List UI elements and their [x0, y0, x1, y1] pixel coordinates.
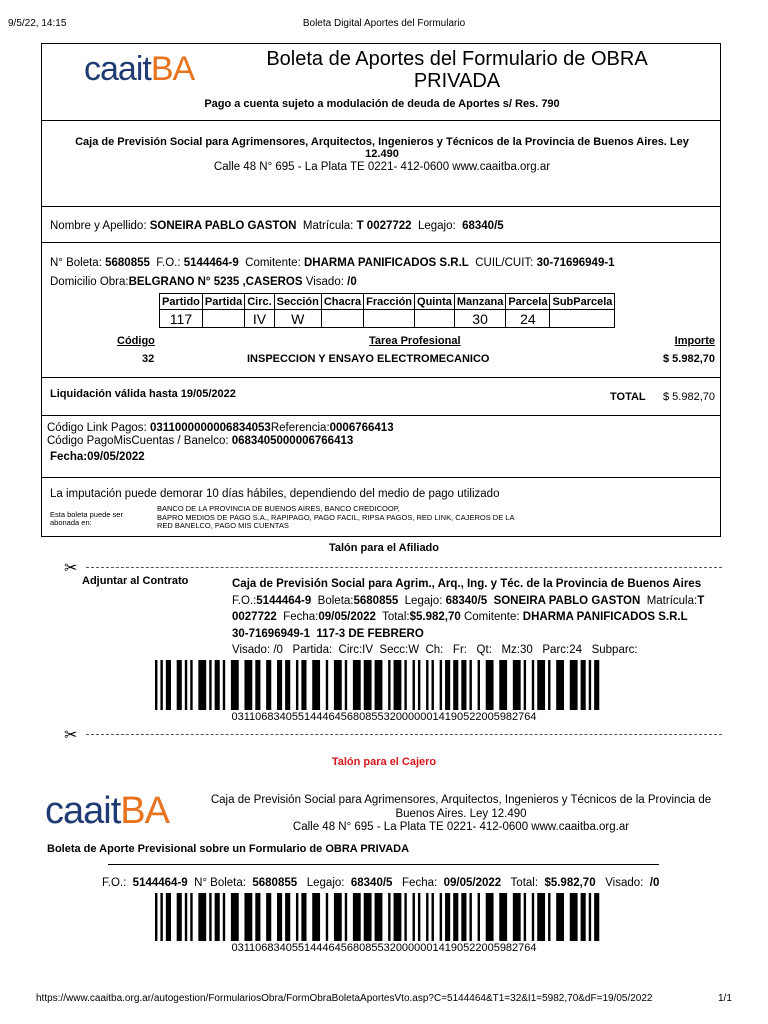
barcode-bar	[266, 660, 271, 710]
parcel-header: Partido	[160, 294, 203, 310]
page-number: 1/1	[718, 993, 732, 1004]
parcel-value	[364, 310, 415, 328]
barcode-bar	[556, 893, 564, 941]
barcode-bar	[589, 893, 591, 941]
parcel-header: Sección	[274, 294, 321, 310]
barcode-bar	[513, 660, 521, 710]
barcode-bar	[375, 660, 383, 710]
barcode-bar	[255, 893, 260, 941]
barcode-bar	[440, 893, 442, 941]
barcode-bar	[244, 660, 252, 710]
barcode-bar	[231, 660, 239, 710]
doc-title: Boleta de Aportes del Formulario de OBRA PRIVADA	[266, 48, 648, 92]
barcode-bar	[334, 660, 342, 710]
barcode-bar	[594, 660, 599, 710]
barcode-bar	[296, 660, 298, 710]
barcode-bar	[375, 893, 383, 941]
barcode-bar	[312, 893, 320, 941]
barcode-bar	[453, 893, 458, 941]
barcode-cajero-number: 03110683405514446456808553200000014190522005982764	[231, 942, 537, 954]
talon-cajero-title: Talón para el Cajero	[331, 756, 437, 768]
barcode-bar	[404, 660, 406, 710]
barcode-bar	[185, 660, 187, 710]
domicilio-line: Domicilio Obra:BELGRANO N° 5235 ,CASEROS Visado: /0	[50, 276, 357, 288]
website-link[interactable]: www.caaitba.org.ar	[452, 161, 551, 173]
payment-codes-section	[41, 415, 721, 478]
barcode-bar	[556, 660, 564, 710]
parcel-value: 117	[160, 310, 203, 328]
cut-line	[86, 734, 722, 735]
barcode-bar	[215, 660, 220, 710]
parcel-header: Parcela	[506, 294, 550, 310]
barcode-bar	[155, 660, 157, 710]
parcel-header: Fracción	[364, 294, 415, 310]
col-codigo: Código	[117, 335, 155, 347]
barcode-bar	[223, 660, 225, 710]
barcode-afiliado	[155, 660, 605, 710]
barcode-bar	[524, 893, 526, 941]
caaitba-logo: caaitBA	[45, 790, 169, 832]
barcode-bar	[432, 893, 434, 941]
parcel-header: Circ.	[245, 294, 274, 310]
barcode-bar	[570, 660, 578, 710]
boleta-section	[41, 242, 721, 378]
parcel-header: Partida	[202, 294, 244, 310]
payable-label: Esta boleta puede ser abonada en:	[50, 510, 123, 527]
parcel-table	[159, 293, 615, 328]
barcode-bar	[185, 893, 187, 941]
barcode-bar	[215, 893, 220, 941]
person-section	[41, 206, 721, 243]
col-importe: Importe	[674, 335, 715, 347]
barcode-bar	[353, 660, 361, 710]
barcode-bar	[478, 893, 480, 941]
barcode-bar	[486, 893, 494, 941]
barcode-afiliado-number: 03110683405514446456808553200000014190522005982764	[231, 711, 537, 723]
barcode-bar	[469, 893, 471, 941]
barcode-bar	[223, 893, 225, 941]
barcode-bar	[461, 893, 466, 941]
barcode-bar	[198, 660, 206, 710]
barcode-bar	[190, 660, 192, 710]
barcode-bar	[394, 893, 402, 941]
barcode-bar	[570, 893, 578, 941]
person-line: Nombre y Apellido: SONEIRA PABLO GASTON Matrícula: T 0027722 Legajo: 68340/5	[50, 220, 504, 232]
print-datetime: 9/5/22, 14:15	[8, 18, 67, 29]
barcode-bar	[345, 660, 347, 710]
parcel-header: Manzana	[454, 294, 505, 310]
barcode-bar	[326, 893, 328, 941]
barcode-bar	[513, 893, 521, 941]
barcode-bar	[432, 660, 434, 710]
barcode-bar	[345, 893, 347, 941]
barcode-bar	[209, 660, 211, 710]
item-codigo: 32	[142, 353, 155, 365]
barcode-bar	[486, 660, 494, 710]
item-importe: $ 5.982,70	[663, 353, 715, 365]
print-url: https://www.caaitba.org.ar/autogestion/FormulariosObra/FormObraBoletaAportesVto.asp?C=5144464&T1=32&I1=5982,70&dF=19/05/2022	[36, 993, 653, 1004]
parcel-value: 30	[454, 310, 505, 328]
caaitba-logo: caaitBA	[84, 50, 195, 88]
item-tarea: INSPECCION Y ENSAYO ELECTROMECANICO	[247, 353, 490, 365]
institution-section	[41, 120, 721, 207]
talon-afiliado-title: Talón para el Afiliado	[328, 542, 440, 554]
barcode-cajero	[155, 893, 605, 941]
barcode-bar	[581, 660, 586, 710]
barcode-bar	[160, 893, 162, 941]
barcode-bar	[277, 893, 282, 941]
barcode-bar	[537, 893, 545, 941]
barcode-bar	[326, 660, 328, 710]
barcode-bar	[581, 893, 586, 941]
liquidacion-section	[41, 377, 721, 416]
barcode-bar	[277, 660, 282, 710]
barcode-bar	[404, 893, 406, 941]
banks-list: BANCO DE LA PROVINCIA DE BUENOS AIRES, BANCO CREDICOOP, BAPRO MEDIOS DE PAGO S.A., RAPIPAGO, PAGO FACIL, RIPSA PAGOS, RED LINK, CAJEROS DE LA RED BANELCO, PAGO MIS CUENTAS	[157, 504, 515, 530]
barcode-bar	[445, 893, 450, 941]
barcode-bar	[524, 660, 526, 710]
parcel-header: Chacra	[321, 294, 363, 310]
barcode-bar	[413, 660, 415, 710]
print-title: Boleta Digital Aportes del Formulario	[302, 18, 466, 29]
afiliado-info: Caja de Previsión Social para Agrim., Arq., Ing. y Téc. de la Provincia de Buenos Aires F.O.:5144464-9 Boleta:5680855 Legajo: 68340/5 SONEIRA PABLO GASTON Matrícula:T 0027722 Fecha:09/05/2022 Total:$5.982,70 Comitente: DHARMA PANIFICADOS S.R.L 30-71696949-1 117-3 DE FEBRERO Visado: /0 Partida: Circ:IV Secc:W Ch: Fr: Qt: Mz:30 Parc:24 Subparc:	[232, 578, 705, 656]
barcode-bar	[453, 660, 458, 710]
barcode-bar	[394, 660, 402, 710]
barcode-bar	[418, 893, 420, 941]
barcode-bar	[499, 893, 507, 941]
barcode-bar	[177, 660, 182, 710]
barcode-bar	[190, 893, 192, 941]
barcode-bar	[312, 660, 320, 710]
barcode-bar	[209, 893, 211, 941]
barcode-bar	[594, 893, 599, 941]
imputation-notice: La imputación puede demorar 10 días hábiles, dependiendo del medio de pago utilizado	[50, 488, 500, 500]
cajero-details: F.O.: 5144464-9 N° Boleta: 5680855 Legajo: 68340/5 Fecha: 09/05/2022 Total: $5.982,70 Visado: /0	[102, 877, 660, 889]
parcel-value	[550, 310, 615, 328]
payment-codes: Código Link Pagos: 0311000000006834053Referencia:0006766413 Código PagoMisCuentas / Banelco: 0683405000006766413 Fecha:09/05/2022	[47, 422, 394, 463]
parcel-value: 24	[506, 310, 550, 328]
cajero-institution: Caja de Previsión Social para Agrimensores, Arquitectos, Ingenieros y Técnicos de la Provincia de Buenos Aires. Ley 12.490 Calle 48 N° 695 - La Plata TE 0221- 412-0600 www.caaitba.org.ar	[210, 794, 712, 833]
barcode-bar	[166, 660, 171, 710]
barcode-bar	[285, 660, 290, 710]
barcode-bar	[155, 893, 157, 941]
barcode-bar	[499, 660, 507, 710]
barcode-bar	[426, 660, 428, 710]
barcode-bar	[589, 660, 591, 710]
cut-line	[86, 567, 722, 568]
barcode-bar	[537, 660, 545, 710]
barcode-bar	[166, 893, 171, 941]
parcel-value-row	[160, 310, 615, 328]
parcel-value	[321, 310, 363, 328]
barcode-bar	[244, 893, 252, 941]
doc-subtitle: Pago a cuenta sujeto a modulación de deuda de Aportes s/ Res. 790	[204, 98, 560, 110]
liquidacion-text: Liquidación válida hasta 19/05/2022	[50, 388, 236, 400]
parcel-header-row	[160, 294, 615, 310]
barcode-bar	[461, 660, 466, 710]
divider	[108, 864, 659, 865]
barcode-bar	[413, 893, 415, 941]
col-tarea: Tarea Profesional	[369, 335, 461, 347]
imputation-section	[41, 477, 721, 537]
parcel-value: IV	[245, 310, 274, 328]
barcode-bar	[198, 893, 206, 941]
barcode-bar	[418, 660, 420, 710]
barcode-bar	[388, 660, 390, 710]
barcode-bar	[445, 660, 450, 710]
barcode-bar	[353, 893, 361, 941]
barcode-bar	[285, 893, 290, 941]
barcode-bar	[388, 893, 390, 941]
barcode-bar	[301, 660, 306, 710]
barcode-bar	[426, 893, 428, 941]
title-section	[41, 43, 721, 121]
parcel-value	[202, 310, 244, 328]
barcode-bar	[177, 893, 182, 941]
parcel-header: Quinta	[415, 294, 455, 310]
parcel-value: W	[274, 310, 321, 328]
adjuntar-label: Adjuntar al Contrato	[82, 575, 189, 587]
barcode-bar	[334, 893, 342, 941]
scissors-icon: ✂	[64, 560, 78, 577]
barcode-bar	[231, 893, 239, 941]
barcode-bar	[440, 660, 442, 710]
barcode-bar	[266, 893, 271, 941]
website-link[interactable]: www.caaitba.org.ar	[531, 821, 630, 833]
scissors-icon: ✂	[64, 727, 78, 744]
barcode-bar	[364, 893, 372, 941]
cajero-heading: Boleta de Aporte Previsional sobre un Formulario de OBRA PRIVADA	[47, 843, 410, 855]
parcel-value	[415, 310, 455, 328]
institution-info: Caja de Previsión Social para Agrimensores, Arquitectos, Ingenieros y Técnicos de la Provincia de Buenos Aires. Ley 12.490 Calle 48 N° 695 - La Plata TE 0221- 412-0600 www.caaitba.org.ar	[75, 136, 689, 173]
boleta-line: N° Boleta: 5680855 F.O.: 5144464-9 Comitente: DHARMA PANIFICADOS S.R.L CUIL/CUIT: 30-71696949-1	[50, 257, 615, 269]
total-label: TOTAL	[610, 391, 646, 403]
barcode-bar	[478, 660, 480, 710]
barcode-bar	[548, 893, 550, 941]
total-value: $ 5.982,70	[663, 391, 715, 403]
barcode-bar	[301, 893, 306, 941]
barcode-bar	[469, 660, 471, 710]
barcode-bar	[532, 660, 534, 710]
barcode-bar	[160, 660, 162, 710]
barcode-bar	[364, 660, 372, 710]
barcode-bar	[296, 893, 298, 941]
barcode-bar	[255, 660, 260, 710]
parcel-header: SubParcela	[550, 294, 615, 310]
barcode-bar	[532, 893, 534, 941]
barcode-bar	[548, 660, 550, 710]
